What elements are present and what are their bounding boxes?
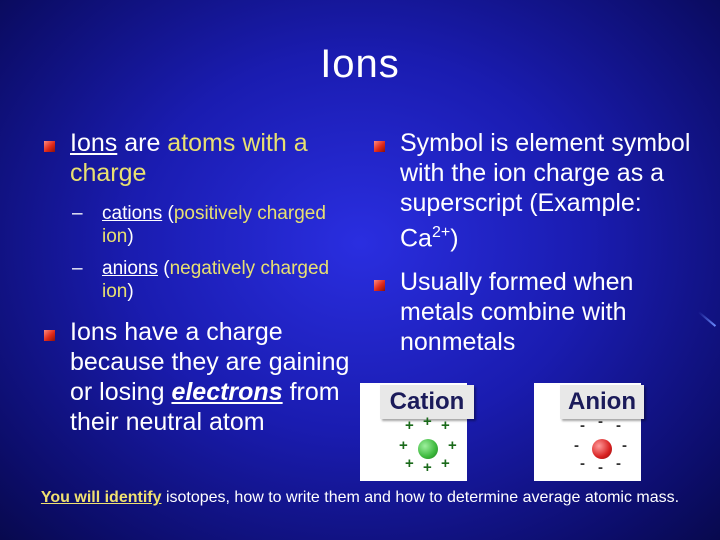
plus-sign: + [399,437,408,454]
paren-close: ) [127,281,134,302]
slide-title: Ions [320,42,400,86]
minus-sign: - [574,437,579,454]
minus-sign: - [622,437,627,454]
term-electrons: electrons [171,378,283,406]
cations-definition: positively charged ion [102,203,326,247]
bullet-text: Symbol is element symbol with the ion charge as a superscript (Example: Ca [400,129,691,253]
paren-open: ( [158,258,170,279]
term-cations: cations [102,203,163,224]
bullet-text: Ions have a charge because they are gaining or losing [70,318,350,406]
definition-text: atoms with a charge [70,129,308,187]
minus-sign: - [598,413,603,430]
square-bullet-icon [374,280,385,291]
cation-center-icon [418,439,438,459]
objective-lead: You will identify [40,489,162,506]
anion-label: Anion [560,385,644,419]
plus-sign: + [423,413,432,430]
learning-objective [20,487,700,509]
square-bullet-icon [44,141,55,152]
anions-definition: negatively charged ion [102,258,330,302]
cation-label: Cation [380,385,474,419]
bullet-formation [372,267,702,357]
term-anions: anions [102,258,158,279]
paren-close: ) [450,224,459,253]
bullet-symbol [372,128,702,253]
minus-sign: - [616,417,621,434]
dash-bullet: – [72,203,83,224]
bullet-text: are [117,129,168,157]
plus-sign: + [405,455,414,472]
plus-sign: + [441,455,450,472]
sub-bullet-cations [42,202,352,248]
right-column [372,128,702,357]
dash-bullet: – [72,258,83,279]
term-ions: Ions [70,129,118,157]
minus-sign: - [580,417,585,434]
plus-sign: + [441,417,450,434]
plus-sign: + [405,417,414,434]
paren-open: ( [162,203,174,224]
square-bullet-icon [374,141,385,152]
left-column [42,128,352,437]
paren-close: ) [127,226,134,247]
bullet-ions-charge [42,317,352,437]
square-bullet-icon [44,330,55,341]
plus-sign: + [448,437,457,454]
objective-text: isotopes, how to write them and how to determine average atomic mass. [161,489,680,506]
sub-bullet-anions [42,257,352,303]
bullet-text-end: from their neutral atom [70,378,340,436]
anion-center-icon [592,439,612,459]
bullet-text: Usually formed when metals combine with nonmetals [400,268,634,357]
plus-sign: + [423,459,432,476]
minus-sign: - [616,455,621,472]
bullet-ions-definition [42,128,352,188]
superscript-charge: 2+ [431,224,451,241]
minus-sign: - [598,459,603,476]
minus-sign: - [580,455,585,472]
